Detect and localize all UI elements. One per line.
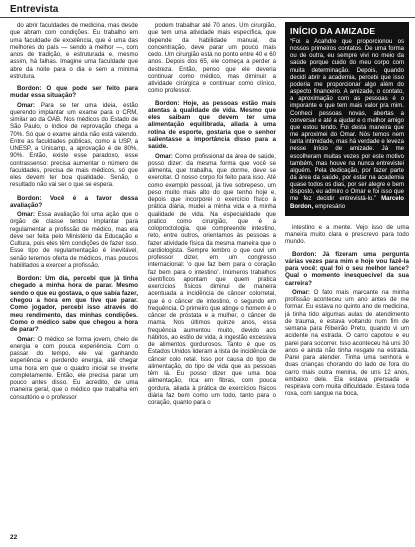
speaker-label: Omar: xyxy=(155,152,173,160)
paragraph: do abrir faculdades de medicina, mas desde que abram com condições. Eu trabalho em uma faculdade de excelência, que é uma das melhores do país — sendo a melhor —, com anos de tradição, e estruturada e, mesmo assim, há falhas. Imagine uma faculdade que abre da noite para o dia e sem a mínima estrutura. xyxy=(10,22,138,80)
answer-text: Essa avaliação foi uma ação que o órgão de classe tentou implantar para regulamentar a profissão de médico, mas ela deve ser feita pelo Ministério da Educação e Cultura, pois eles têm condições de fazer isso. Esse tipo de regulamentação é inevitável, senão teremos oferta de médicos, mas poucos habilitados a exercer a profissão. xyxy=(10,211,138,269)
column-middle xyxy=(148,22,276,527)
question: Bordon: Você é a favor dessa avaliação? xyxy=(10,194,138,209)
box-body xyxy=(290,39,404,211)
answer xyxy=(285,289,409,398)
speaker-label: Omar: xyxy=(17,101,35,109)
box-signature-role: empresário xyxy=(314,203,346,210)
page-number: 22 xyxy=(10,534,18,541)
header-divider xyxy=(0,17,415,18)
question: Bordon: Um dia, percebi que já tinha chegado a minha hora de parar. Mesmo sendo o que eu gostava, o que sabia fazer, chegou a hora em que tive que parar. Como jogador, percebi isso através do meu rendimento, das minhas condições. Como o médico sabe que chegou a hora de parar? xyxy=(10,275,138,334)
answer-text: O fato mais marcante na minha profissão aconteceu um ano antes de me formar. Eu estava no quinto ano de medicina, já tinha tido algumas aulas de atendimento de trauma, e estava voltando num fim de semana para Ribeirão Preto, quando vi um acidente na estrada. O carro capotou e eu parei para socorrer. Isso aconteceu há uns 30 anos e ainda não tinha resgate na estrada. Parei para atender. Tinha uma senhora e duas crianças chorando do lado de fora do carro mais outra menina, de uns 12 anos, embaixo dele. Ela estava prensada e respirava com muita dificuldade. Estava toda roxa, com sangue na boca, xyxy=(285,288,409,398)
paragraph: intestino e a mente. Vejo isso de uma maneira muito clara e prescrevo para todo mundo. xyxy=(285,223,409,246)
speaker-label: Omar: xyxy=(17,335,35,343)
paragraph: podem trabalhar até 70 anos. Um cirurgião, que tem uma atividade mais específica, que depende da habilidade manual, da concentração, deve parar um pouco mais cedo. Um cirurgião está no ponto entre 40 e 60 anos. Depois dos 65, ele começa a perder a destreza. Então, penso que ele deveria continuar como médico, mas diminuir a atividade cirúrgica e continuar como clínico, como professor. xyxy=(148,22,276,95)
section-header: Entrevista xyxy=(10,4,59,15)
sidebar-box xyxy=(285,22,409,216)
speaker-label: Omar: xyxy=(292,288,310,296)
answer xyxy=(148,153,276,407)
box-title: INÍCIO DA AMIZADE xyxy=(290,26,376,36)
answer-text: Como profissional da área de saúde, posso dizer: da mesma forma que você se alimenta, que trabalha, que dorme, deve se exercitar. O nosso corpo foi feito para isso. Até como exemplo pessoal, já tive sobrepeso, um peso muito mais alto do que tenho hoje e, depois que incorporei o exercício físico à prática diária, mudei a minha vida e a minha qualidade de vida. Na especialidade que pratico como cirurgião, que é a coloproctologia, que compreende intestino, reto, entre outros, orientamos às pessoas a fazer atividade física da mesma maneira que o cardiologista. Sempre lembro o que ouvi um professor dizer, em um congresso internacional: 'o que faz bem para o coração faz bem para o intestino'. Inúmeros trabalhos científicos apontam que quem pratica exercícios físicos diminui de maneira acentuada a incidência de câncer colorretal, que é o câncer de intestino, o segundo em frequência. O primeiro que atinge o homem é o câncer de próstata e a mulher, o câncer de mama. Nos últimos quinze anos, essa frequência aumentou muito, devido aos hábitos, ao estilo de vida, à ingestão excessiva de alimentos gordurosos. Tanto é que os Estados Unidos lideram a lista de incidência de câncer colo retal. Isso por causa do tipo de alimentação, do tipo de vida que as pessoas têm lá. Eu posso dizer que uma boa alimentação, rica em fibras, com pouca gordura, aliada à prática de exercícios físicos diária faz bem como um todo, tanto para o coração, quanto para o xyxy=(148,152,276,407)
answer xyxy=(10,102,138,189)
answer-text: Para se ter uma ideia, estão querendo implantar um exame para o CRM, similar ao da OAB. Nos médicos do Estado de São Paulo, o índice de reprovação chega a 70%. Só que o exame ainda não está valendo. Entre as faculdades públicas, como a USP, a UNESP, a Unicamp, a aprovação é de 80%, 90%. Então, existe esse paradoxo, esse contrassenso: precisa aumentar o número de faculdades, precisa de mais médicos, só que eles devem ter boa qualidade. Senão, o resultado não vai ser o que se espera. xyxy=(10,101,138,189)
column-right xyxy=(285,22,409,527)
speaker-label: Omar: xyxy=(17,211,35,219)
question: Bordon: O que pode ser feito para mudar essa situação? xyxy=(10,85,138,100)
answer xyxy=(10,336,138,401)
question: Bordon: Já fizeram uma pergunta várias vezes para mim e hoje vou fazê-la para você: qual foi o seu melhor lance? Qual o momento inesquecível da sua carreira? xyxy=(285,250,409,287)
box-signature: Marcelo Bordon, xyxy=(290,196,404,210)
answer xyxy=(10,211,138,269)
answer-text: O médico se forma jovem, cheio de energia e com pouca experiência. Com o passar do tempo, ele vai ganhando experiência e perdendo energia, até chegar uma hora em que o quadro inicial se inverte completamente. Então, ele precisa parar um pouco antes disso. Eu acredito, de uma maneira geral, que o médico que trabalha em consultório e o professor xyxy=(10,335,138,401)
box-quote: “Foi a Acahdre que proporcionou os nossos primeiros contatos. De uma forma ou de outra, eu sempre vivi no meio da saúde porque cuido do meu corpo com muita determinação. Depois, quando decidi abrir a academia, percebi que isso poderia me proporcionar algo além do aspecto financeiro. A amizade, o contato, a aproximação com as pessoas é o imporante e que tem mais valor pra mim. Conheci pessoas novas, abertas a conversar e até a ajudar e o melhor amigo que estou tendo. Foi desta maneira que me aproximei do Omar. Nós temos nem tanta intimidade, mas há verdade e leveza nesse início de amizade. Já me escolheram muitas vezes por este motivo também, mas houve na nunca entrevistei alguém. Pela dedicação, por fazer parte da área da saúde, por estar na academia quase todos os dias, por ser alegre e bem disposto, eu admiro o Omar e foi isso que me fez decidir entrevistá-lo.” xyxy=(290,39,404,203)
question: Bordon: Hoje, as pessoas estão mais atentas à qualidade de vida. Mesmo que eles saibam que devem ter uma alimentação equilibrada, aliada à uma rotina de esporte, gostaria que o senhor salientasse a importância disso para a saúde. xyxy=(148,99,276,151)
column-left xyxy=(10,22,138,527)
